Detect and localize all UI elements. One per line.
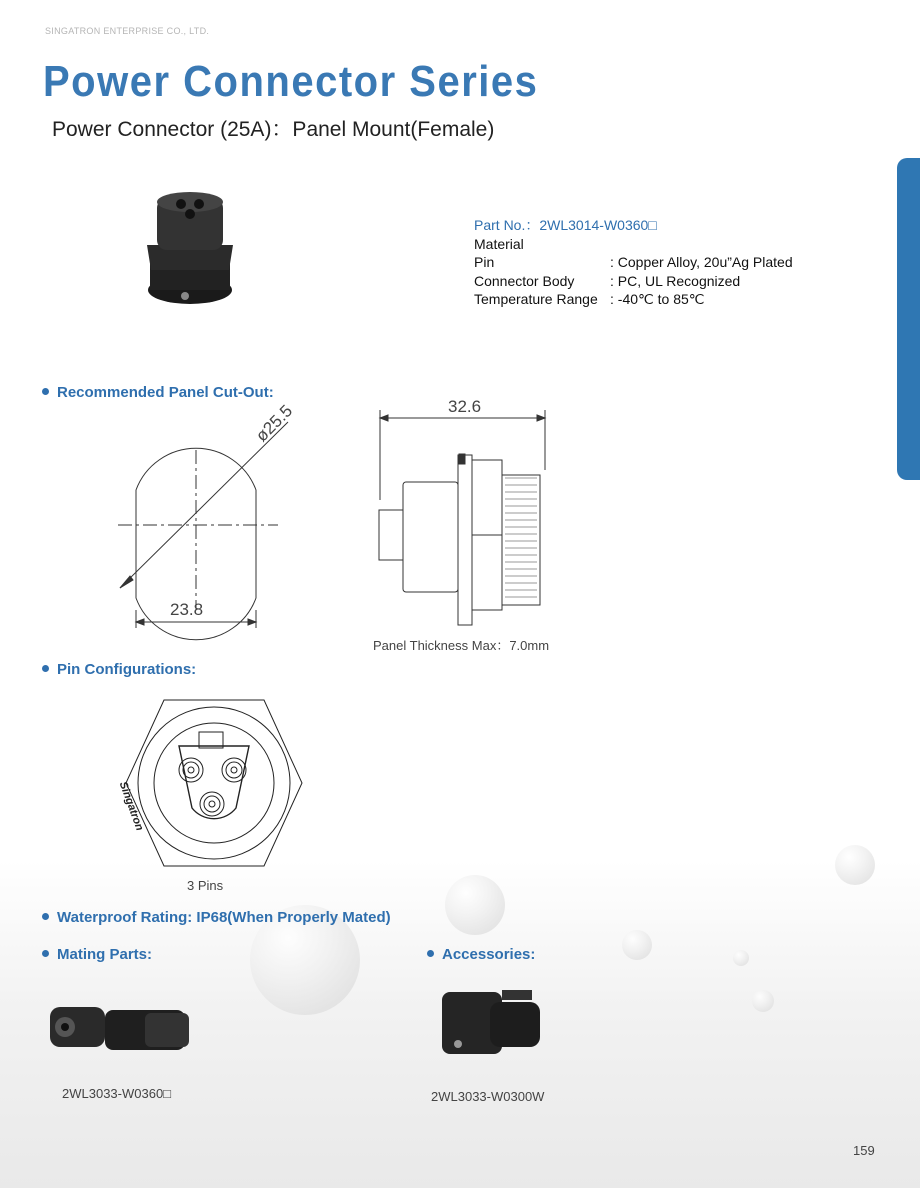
bullet-icon: [42, 388, 49, 395]
mating-part-image: [45, 995, 195, 1065]
section-waterproof: [42, 909, 391, 926]
decorative-bubble: [445, 875, 505, 935]
section-label: Pin Configurations:: [57, 661, 197, 678]
decorative-bubble: [835, 845, 875, 885]
company-name: SINGATRON ENTERPRISE CO., LTD.: [45, 26, 210, 36]
pins-caption: 3 Pins: [187, 878, 224, 893]
section-label: Recommended Panel Cut-Out:: [57, 384, 274, 401]
material-label: Material: [474, 235, 524, 252]
section-pin-config: [42, 661, 196, 678]
decorative-bubble: [733, 950, 749, 966]
section-mating: [42, 946, 152, 963]
part-number: Part No.：2WL3014-W0360□: [474, 217, 657, 233]
spec-value: : Copper Alloy, 20u”Ag Plated: [610, 254, 793, 270]
panel-cutout-drawing: [118, 420, 318, 630]
section-label: Waterproof Rating: IP68(When Properly Mated): [57, 909, 391, 926]
section-label: Accessories:: [442, 946, 536, 963]
bullet-icon: [427, 950, 434, 957]
decorative-bubble: [752, 990, 774, 1012]
panel-thickness-note: Panel Thickness Max：7.0mm: [373, 638, 550, 653]
width-dimension: 23.8: [170, 600, 204, 619]
spec-label: Pin: [474, 254, 495, 270]
side-profile-drawing: [375, 410, 555, 630]
spec-value: : PC, UL Recognized: [610, 272, 741, 289]
section-accessories: [427, 946, 535, 963]
section-panel-cutout: [42, 384, 274, 401]
side-tab[interactable]: [897, 158, 920, 480]
page-title: Power Connector Series: [43, 58, 539, 106]
spec-row: [474, 290, 793, 309]
page-number: 159: [853, 1143, 875, 1158]
decorative-bubble: [622, 930, 652, 960]
spec-block: [474, 216, 793, 309]
bullet-icon: [42, 665, 49, 672]
page-subtitle: Power Connector (25A)：Panel Mount(Female): [52, 118, 495, 141]
length-dimension: 32.6: [448, 397, 482, 416]
bullet-icon: [42, 950, 49, 957]
accessory-caption: 2WL3033-W0300W: [431, 1089, 545, 1104]
spec-row: [474, 253, 793, 272]
spec-label: Temperature Range: [474, 291, 598, 307]
bullet-icon: [42, 913, 49, 920]
pin-face-drawing: [124, 698, 304, 868]
section-label: Mating Parts:: [57, 946, 153, 963]
spec-label: Connector Body: [474, 272, 575, 289]
accessory-image: [440, 982, 550, 1062]
spec-value: : -40℃ to 85℃: [610, 291, 705, 307]
brand-mark: Singatron: [116, 780, 146, 833]
connector-product-image: [145, 190, 235, 310]
spec-row: [474, 272, 793, 291]
diameter-dimension: ø25.5: [252, 401, 297, 446]
mating-part-caption: 2WL3033-W0360□: [62, 1086, 172, 1101]
